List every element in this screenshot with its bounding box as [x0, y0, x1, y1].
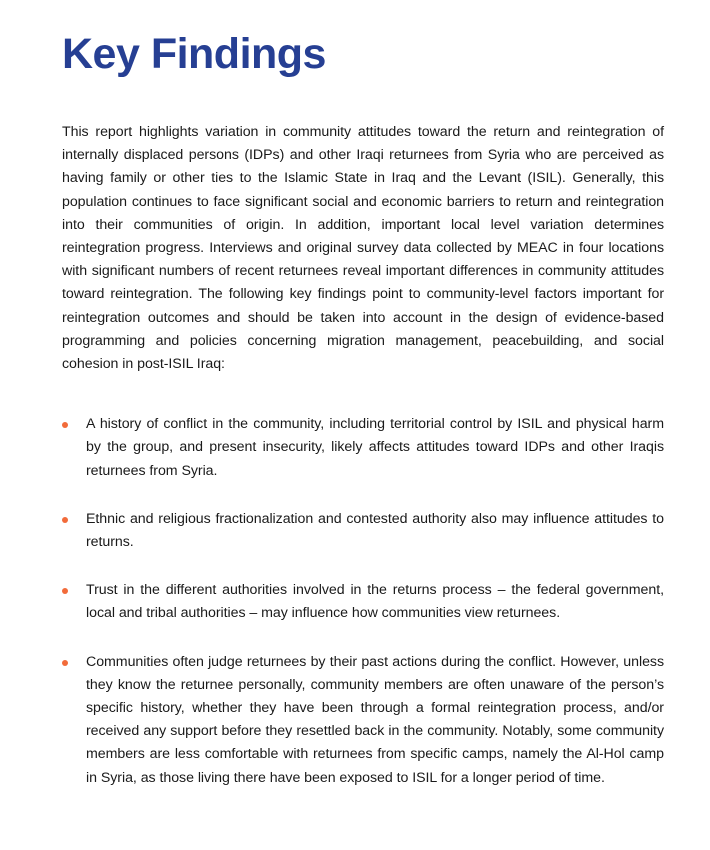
bullet-dot-icon: [62, 517, 68, 523]
intro-paragraph: This report highlights variation in community attitudes toward the return and reintegration of internally displaced persons (IDPs) and other Iraqi returnees from Syria who are perceived as having family or other ties to the Islamic State in Iraq and the Levant (ISIL). Generally, this population continues to face significant social and economic barriers to return and reintegration into their communities of origin. In addition, important local level variation determines reintegration progress. Interviews and original survey data collected by MEAC in four locations with significant numbers of recent returnees reveal important differences in community attitudes toward reintegration. The following key findings point to community-level factors important for reintegration outcomes and should be taken into account in the design of evidence-based programming and policies concerning migration management, peacebuilding, and social cohesion in post-ISIL Iraq:: [62, 124, 664, 373]
bullet-dot-icon: [62, 660, 68, 666]
finding-item: [62, 579, 664, 625]
bullet-dot-icon: [62, 422, 68, 428]
finding-text: A history of conflict in the community, including territorial control by ISIL and physical harm by the group, and present insecurity, likely affects attitudes toward IDPs and other Iraqis returnees from Syria.: [86, 416, 664, 479]
finding-text: Ethnic and religious fractionalization and contested authority also may influence attitudes to returns.: [86, 510, 664, 551]
finding-item: [62, 508, 664, 554]
finding-text: Communities often judge returnees by their past actions during the conflict. However, unless they know the returnee personally, community members are often unaware of the person’s specific history, whether they have been through a formal reintegration process, and/or received any support before they resettled back in the community. Notably, some community members are less comfortable with returnees from specific camps, namely the Al-Hol camp in Syria, as those living there have been exposed to ISIL for a longer period of time.: [86, 653, 664, 786]
bullet-dot-icon: [62, 588, 68, 594]
finding-text: Trust in the different authorities involved in the returns process – the federal government, local and tribal authorities – may influence how communities view returnees.: [86, 582, 664, 622]
finding-item: [62, 651, 664, 790]
page-title: Key Findings: [62, 30, 326, 78]
finding-item: [62, 413, 664, 483]
key-findings-page: [62, 28, 664, 790]
findings-list: [62, 413, 664, 790]
